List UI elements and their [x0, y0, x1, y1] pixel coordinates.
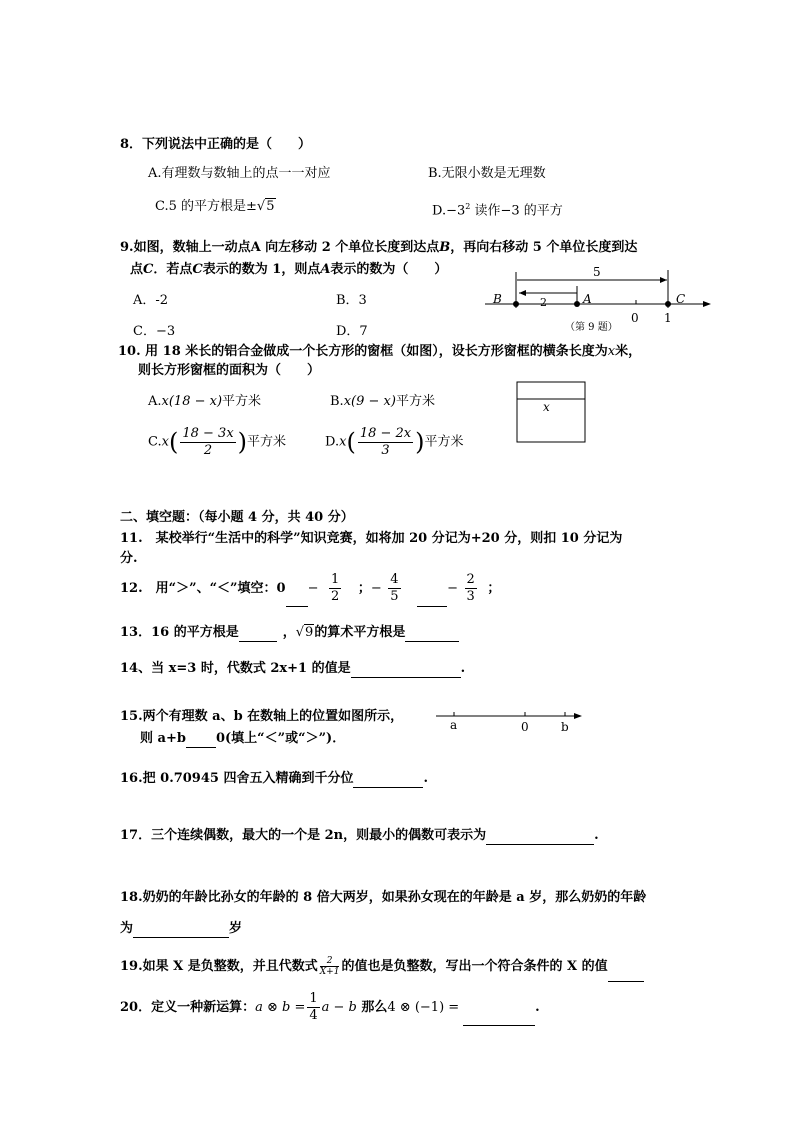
q9-option-b: B．3: [336, 293, 367, 308]
q10-window-x-label: x: [543, 400, 550, 414]
q9-caption: （第 9 题）: [565, 322, 618, 333]
q15-number-line-figure: [436, 706, 586, 736]
q9-option-d: D．7: [336, 324, 368, 339]
q14-blank[interactable]: [351, 663, 461, 678]
q9-label-2: 2: [540, 296, 547, 309]
q12-blank-1[interactable]: [286, 592, 308, 607]
q19-line: 19.如果 X 是负整数，并且代数式 $\frac{2}{X+1}$ 的值也是负整数，写出一个符合条件的 X 的值: [120, 952, 644, 982]
q12-blank-2[interactable]: [417, 592, 447, 607]
q9-point-b: [513, 301, 519, 307]
q9-stem-line1: 9.如图，数轴上一动点A 向左移动 2 个单位长度到达点B，再向右移动 5 个单位长度到达: [120, 240, 638, 255]
q10-stem-line1: 10. 用 18 米长的铝合金做成一个长方形的窗框（如图），设长方形窗框的横条长度为x米，: [118, 344, 642, 359]
q9-point-c: [665, 301, 671, 307]
q20-line: 20．定义一种新运算：a ⊗ b = $\frac{1}{4}$ a − b 那么4 ⊗ (−1) = .: [120, 990, 540, 1026]
q12-fraction-1: $\frac{1}{2}$: [331, 572, 340, 604]
q9-stem-line2: 点C．若点C表示的数为 1，则点A表示的数为（ ）: [130, 262, 448, 277]
q9-option-a: A．-2: [133, 293, 169, 308]
q8-option-c-text: C.5 的平方根是±: [155, 199, 257, 214]
sqrt-symbol: √5: [256, 199, 275, 214]
q9-label-1: 1: [664, 311, 672, 325]
q8-option-d: $D.-3^2$ 读作−3 的平方: [432, 202, 563, 219]
q19-fraction: $\frac{2}{X+1}$: [319, 956, 340, 977]
q12-fraction-3: $\frac{2}{3}$: [466, 572, 475, 604]
q15-blank[interactable]: [186, 733, 216, 748]
q19-blank[interactable]: [608, 967, 644, 982]
q18-line2: 为 岁: [120, 921, 243, 936]
q16-blank[interactable]: [353, 773, 423, 788]
q10-window-figure: [516, 381, 588, 445]
q14-line: 14、当 x=3 时，代数式 2x+1 的值是 .: [120, 661, 466, 676]
q15-label-a: a: [450, 718, 458, 732]
q10-option-d: D.x( $\frac{18 - 2x}{3}$ )平方米: [325, 425, 464, 458]
q11-line1: 11. 某校举行“生活中的科学”知识竞赛，如将加 20 分记为+20 分，则扣 10 分记为: [120, 531, 623, 546]
q15-axis-arrow: [574, 713, 582, 719]
q10-d-fraction: $\frac{18 - 2x}{3}$: [359, 425, 412, 458]
q13-line: 13．16 的平方根是 ，√9的算术平方根是: [120, 624, 459, 642]
q16-line: 16.把 0.70945 四舍五入精确到千分位 .: [120, 771, 428, 786]
q15-line2: 则 a+b 0(填上“＜”或“＞”)．: [140, 731, 346, 746]
q13-blank-2[interactable]: [405, 627, 459, 642]
sqrt-symbol: √9: [295, 625, 314, 640]
q20-blank[interactable]: [463, 1011, 535, 1026]
q18-line1: 18.奶奶的年龄比孙女的年龄的 8 倍大两岁，如果孙女现在的年龄是 a 岁，那么奶奶的年龄: [120, 890, 647, 905]
q12-line: 12. 用“＞”、“＜”填空：0 − $\frac{1}{2}$ ；− $\frac{4}{5}$ − $\frac{2}{3}$ ；: [120, 571, 500, 607]
q10-option-c: C.x( $\frac{18 - 3x}{2}$ )平方米: [148, 425, 287, 458]
q10-window-frame: [517, 382, 585, 442]
q9-option-c: C．−3: [133, 324, 176, 339]
q9-label-b: B: [493, 292, 502, 306]
section2-title: 二、填空题：（每小题 4 分，共 40 分）: [120, 510, 354, 525]
q9-axis-arrow: [703, 301, 711, 307]
q9-label-5: 5: [593, 265, 601, 279]
q18-blank[interactable]: [133, 923, 229, 938]
q10-option-b: B.x(9 − x)平方米: [330, 394, 435, 409]
q9-number-line-figure: [485, 264, 715, 336]
q11-line2: 分.: [120, 551, 138, 566]
q20-fraction: $\frac{1}{4}$: [309, 991, 318, 1023]
q15-label-0: 0: [521, 720, 529, 734]
q17-blank[interactable]: [486, 830, 594, 845]
q10-option-a: A.x(18 − x)平方米: [148, 394, 262, 409]
q9-arrow-5-head: [660, 277, 667, 283]
q9-point-a: [574, 301, 580, 307]
q9-arrow-2-head: [519, 290, 526, 296]
q15-line1: 15.两个有理数 a、b 在数轴上的位置如图所示，: [120, 709, 404, 724]
q10-c-fraction: $\frac{18 - 3x}{2}$: [182, 425, 234, 458]
q8-option-a: A.有理数与数轴上的点一一对应: [148, 166, 331, 181]
q13-blank-1[interactable]: [239, 627, 277, 642]
q9-label-0: 0: [631, 311, 639, 325]
q8-stem: 8．下列说法中正确的是（ ）: [120, 137, 312, 152]
q8-option-b: B.无限小数是无理数: [428, 166, 546, 181]
q15-label-b: b: [561, 720, 569, 734]
q9-label-a: A: [583, 292, 592, 306]
q17-line: 17．三个连续偶数，最大的一个是 2n，则最小的偶数可表示为 .: [120, 828, 599, 843]
q10-stem-line2: 则长方形窗框的面积为（ ）: [138, 363, 321, 378]
q12-fraction-2: $\frac{4}{5}$: [390, 572, 399, 604]
q8-option-c: [155, 198, 276, 216]
q9-label-c: C: [676, 292, 686, 306]
